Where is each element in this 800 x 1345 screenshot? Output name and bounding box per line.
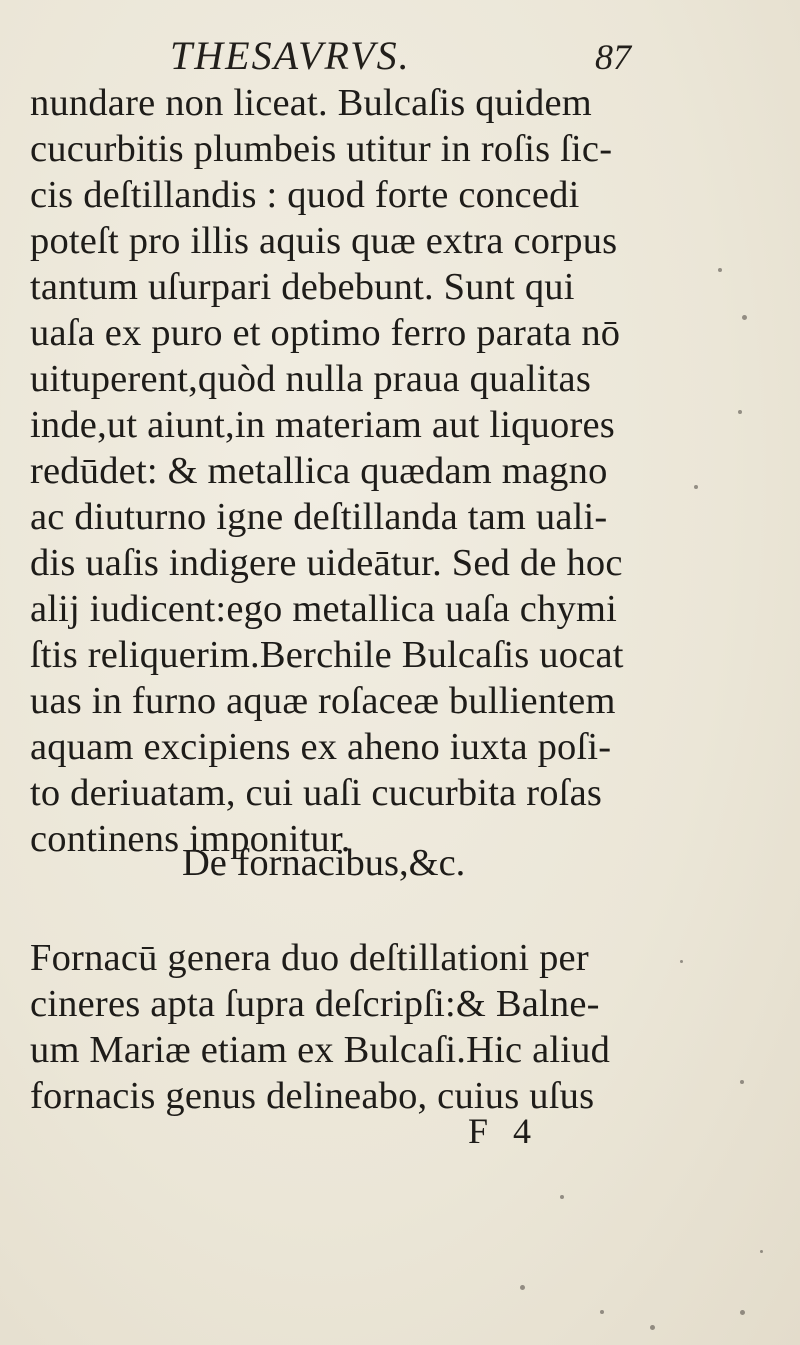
paper-speck: [760, 1250, 763, 1253]
paper-speck: [680, 960, 683, 963]
paper-speck: [600, 1310, 604, 1314]
text-line: fornacis genus delineabo, cuius uſus: [30, 1075, 595, 1117]
text-line: ſtis reliquerim.Berchile Bulcaſis uocat: [30, 634, 624, 676]
text-line: uituperent,quòd nulla praua qualitas: [30, 358, 592, 400]
paper-speck: [650, 1325, 655, 1330]
text-line: tantum uſurpari debebunt. Sunt qui: [30, 266, 575, 308]
text-line: cis deſtillandis : quod forte concedi: [30, 174, 580, 216]
section-text: [30, 935, 690, 1119]
paper-speck: [740, 1080, 744, 1084]
text-line: uaſa ex puro et optimo ferro parata nō: [30, 312, 621, 354]
text-line: ac diuturno igne deſtillanda tam uali-: [30, 496, 608, 538]
text-line: um Mariæ etiam ex Bulcaſi.Hic aliud: [30, 1029, 611, 1071]
signature-mark: F 4: [468, 1111, 540, 1151]
text-line: poteſt pro illis aquis quæ extra corpus: [30, 220, 618, 262]
text-line: nundare non liceat. Bulcaſis quidem: [30, 82, 592, 124]
section-heading: De fornacibus,&c.: [182, 842, 466, 884]
paper-speck: [738, 410, 742, 414]
running-title: THESAVRVS.: [170, 33, 411, 78]
paper-speck: [742, 315, 747, 320]
page-header: [170, 32, 670, 80]
text-line: cucurbitis plumbeis utitur in roſis ſic-: [30, 128, 613, 170]
text-line: alij iudicent:ego metallica uaſa chymi: [30, 588, 618, 630]
text-line: aquam excipiens ex aheno iuxta poſi-: [30, 726, 612, 768]
text-line: continens imponitur.: [30, 818, 351, 860]
text-line: redūdet: & metallica quædam magno: [30, 450, 608, 492]
text-line: Fornacū genera duo deſtillationi per: [30, 937, 589, 979]
paper-speck: [718, 268, 722, 272]
text-line: inde,ut aiunt,in materiam aut liquores: [30, 404, 615, 446]
text-line: cineres apta ſupra deſcripſi:& Balne-: [30, 983, 600, 1025]
paper-speck: [520, 1285, 525, 1290]
body-text: [30, 80, 670, 862]
paper-speck: [694, 485, 698, 489]
page-number: 87: [595, 37, 631, 77]
paper-speck: [560, 1195, 564, 1199]
paper-speck: [740, 1310, 745, 1315]
text-line: dis uaſis indigere uideātur. Sed de hoc: [30, 542, 623, 584]
text-line: uas in furno aquæ roſaceæ bullientem: [30, 680, 616, 722]
text-line: to deriuatam, cui uaſi cucurbita roſas: [30, 772, 603, 814]
